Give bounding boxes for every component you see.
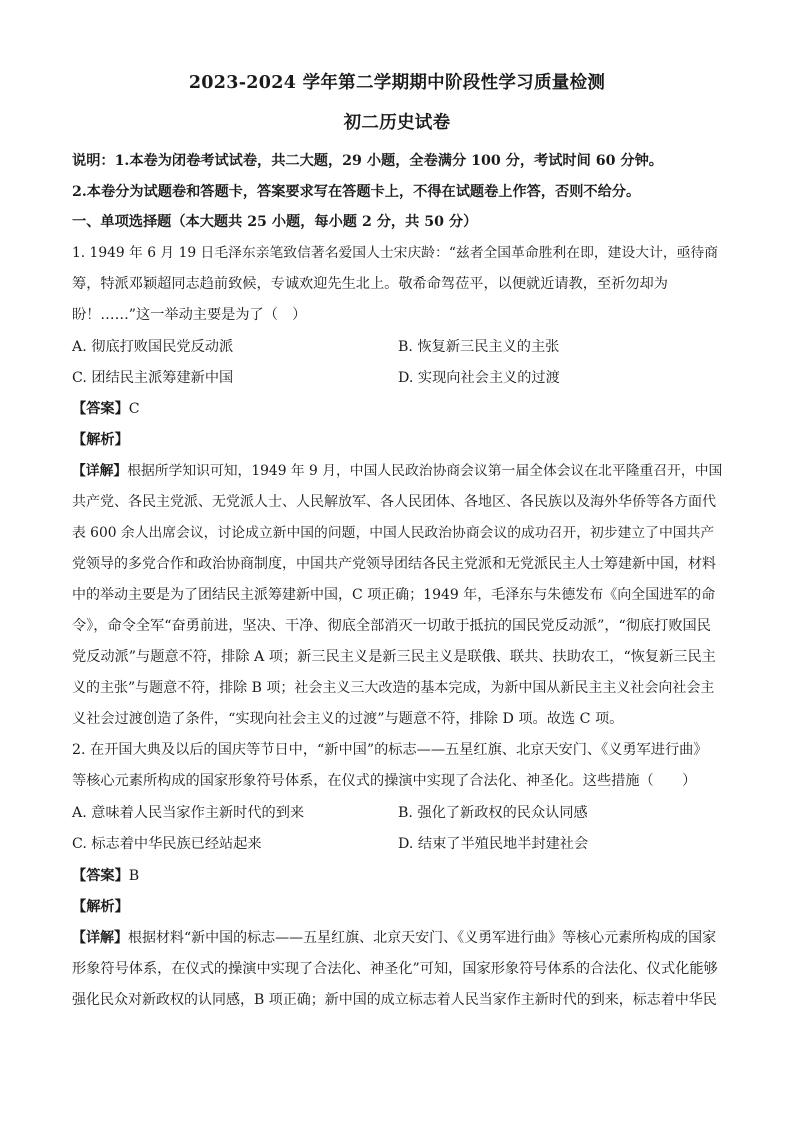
- q1-detail-line: 党反动派”与题意不符，排除 A 项；新三民主义是新三民主义是联俄、联共、扶助农工，“恢复新三民主: [72, 649, 716, 665]
- q2-option-c: C. 标志着中华民族已经站起来: [72, 836, 262, 852]
- answer-value: C: [128, 401, 140, 417]
- q1-detail-line: 中的举动主要是为了团结民主派筹建新中国，C 项正确；1949 年，毛泽东与朱德发布《向全国进军的命: [72, 587, 716, 603]
- q1-detail-line: 义社会过渡创造了条件，“实现向社会主义的过渡”与题意不符，排除 D 项。故选 C 项。: [72, 711, 624, 727]
- answer-tag: 【答案】: [72, 868, 129, 884]
- answer-value: B: [128, 868, 140, 884]
- detail-tag: 【详解】: [72, 930, 128, 946]
- q2-option-a: A. 意味着人民当家作主新时代的到来: [72, 805, 305, 821]
- q1-detail-line: 共产党、各民主党派、无党派人士、人民解放军、各人民团体、各地区、各民族以及海外华侨等各方面代: [72, 494, 716, 510]
- section-heading: 一、单项选择题（本大题共 25 小题，每小题 2 分，共 50 分）: [72, 214, 478, 230]
- q1-answer: [72, 399, 722, 419]
- q1-option-d: D. 实现向社会主义的过渡: [398, 370, 560, 386]
- detail-tag: 【详解】: [72, 463, 128, 479]
- q2-answer: [72, 866, 722, 886]
- q2-analysis-tag: 【解析】: [72, 899, 129, 915]
- exam-subtitle: 初二历史试卷: [343, 113, 451, 133]
- q2-detail-line: 强化民众对新政权的认同感，B 项正确；新中国的成立标志着人民当家作主新时代的到来，标志着中华民: [72, 992, 717, 1008]
- instruction-line-2: 2.本卷分为试题卷和答题卡，答案要求写在答题卡上，不得在试题卷上作答，否则不给分。: [72, 184, 641, 200]
- answer-tag: 【答案】: [72, 401, 129, 417]
- exam-title: 2023-2024 学年第二学期期中阶段性学习质量检测: [188, 73, 606, 93]
- q2-option-d: D. 结束了半殖民地半封建社会: [398, 836, 589, 852]
- instruction-line-1: 说明：1.本卷为闭卷考试试卷，共二大题，29 小题，全卷满分 100 分，考试时间 60 分钟。: [72, 153, 663, 169]
- q1-detail-line: 令》，命令全军“奋勇前进，坚决、干净、彻底全部消灭一切敢于抵抗的国民党反动派”，“彻底打败国民: [72, 618, 711, 634]
- q2-option-b: B. 强化了新政权的民众认同感: [398, 805, 588, 821]
- q2-detail-line: 【详解】根据材料“新中国的标志——五星红旗、北京天安门、《义勇军进行曲》等核心元素所构成的国家: [72, 930, 717, 946]
- q2-stem-line: 等核心元素所构成的国家形象符号体系，在仪式的操演中实现了合法化、神圣化。这些措施（ ）: [72, 773, 697, 789]
- q2-stem-line: 2. 在开国大典及以后的国庆等节日中，“新中国”的标志——五星红旗、北京天安门、《义勇军进行曲》: [72, 742, 708, 758]
- q1-stem-line: 筹，特派邓颖超同志趋前致候，专诚欢迎先生北上。敬希命驾莅平，以便就近请教，至祈勿却为: [72, 276, 668, 292]
- q2-detail-line: 形象符号体系，在仪式的操演中实现了合法化、神圣化”可知，国家形象符号体系的合法化、仪式化能够: [72, 961, 718, 977]
- q1-detail-line: 党领导的多党合作和政治协商制度，中国共产党领导团结各民主党派和无党派民主人士筹建新中国，材料: [72, 556, 716, 572]
- q1-detail-line: 【详解】根据所学知识可知，1949 年 9 月，中国人民政治协商会议第一届全体会议在北平隆重召开，中国: [72, 463, 723, 479]
- q1-stem-line: 1. 1949 年 6 月 19 日毛泽东亲笔致信著名爱国人士宋庆龄：“兹者全国革命胜利在即，建设大计，亟待商: [72, 245, 719, 261]
- q1-analysis-tag: 【解析】: [72, 432, 129, 448]
- q1-stem-line: 盼！……”这一举动主要是为了（ ）: [72, 307, 307, 323]
- q1-option-b: B. 恢复新三民主义的主张: [398, 339, 560, 355]
- q1-option-c: C. 团结民主派筹建新中国: [72, 370, 234, 386]
- q1-detail-line: 义的主张”与题意不符，排除 B 项；社会主义三大改造的基本完成，为新中国从新民主主义社会向社会主: [72, 680, 715, 696]
- q1-option-a: A. 彻底打败国民党反动派: [72, 339, 234, 355]
- q1-detail-line: 表 600 余人出席会议，讨论成立新中国的问题，中国人民政治协商会议的成功召开，初步建立了中国共产: [72, 525, 715, 541]
